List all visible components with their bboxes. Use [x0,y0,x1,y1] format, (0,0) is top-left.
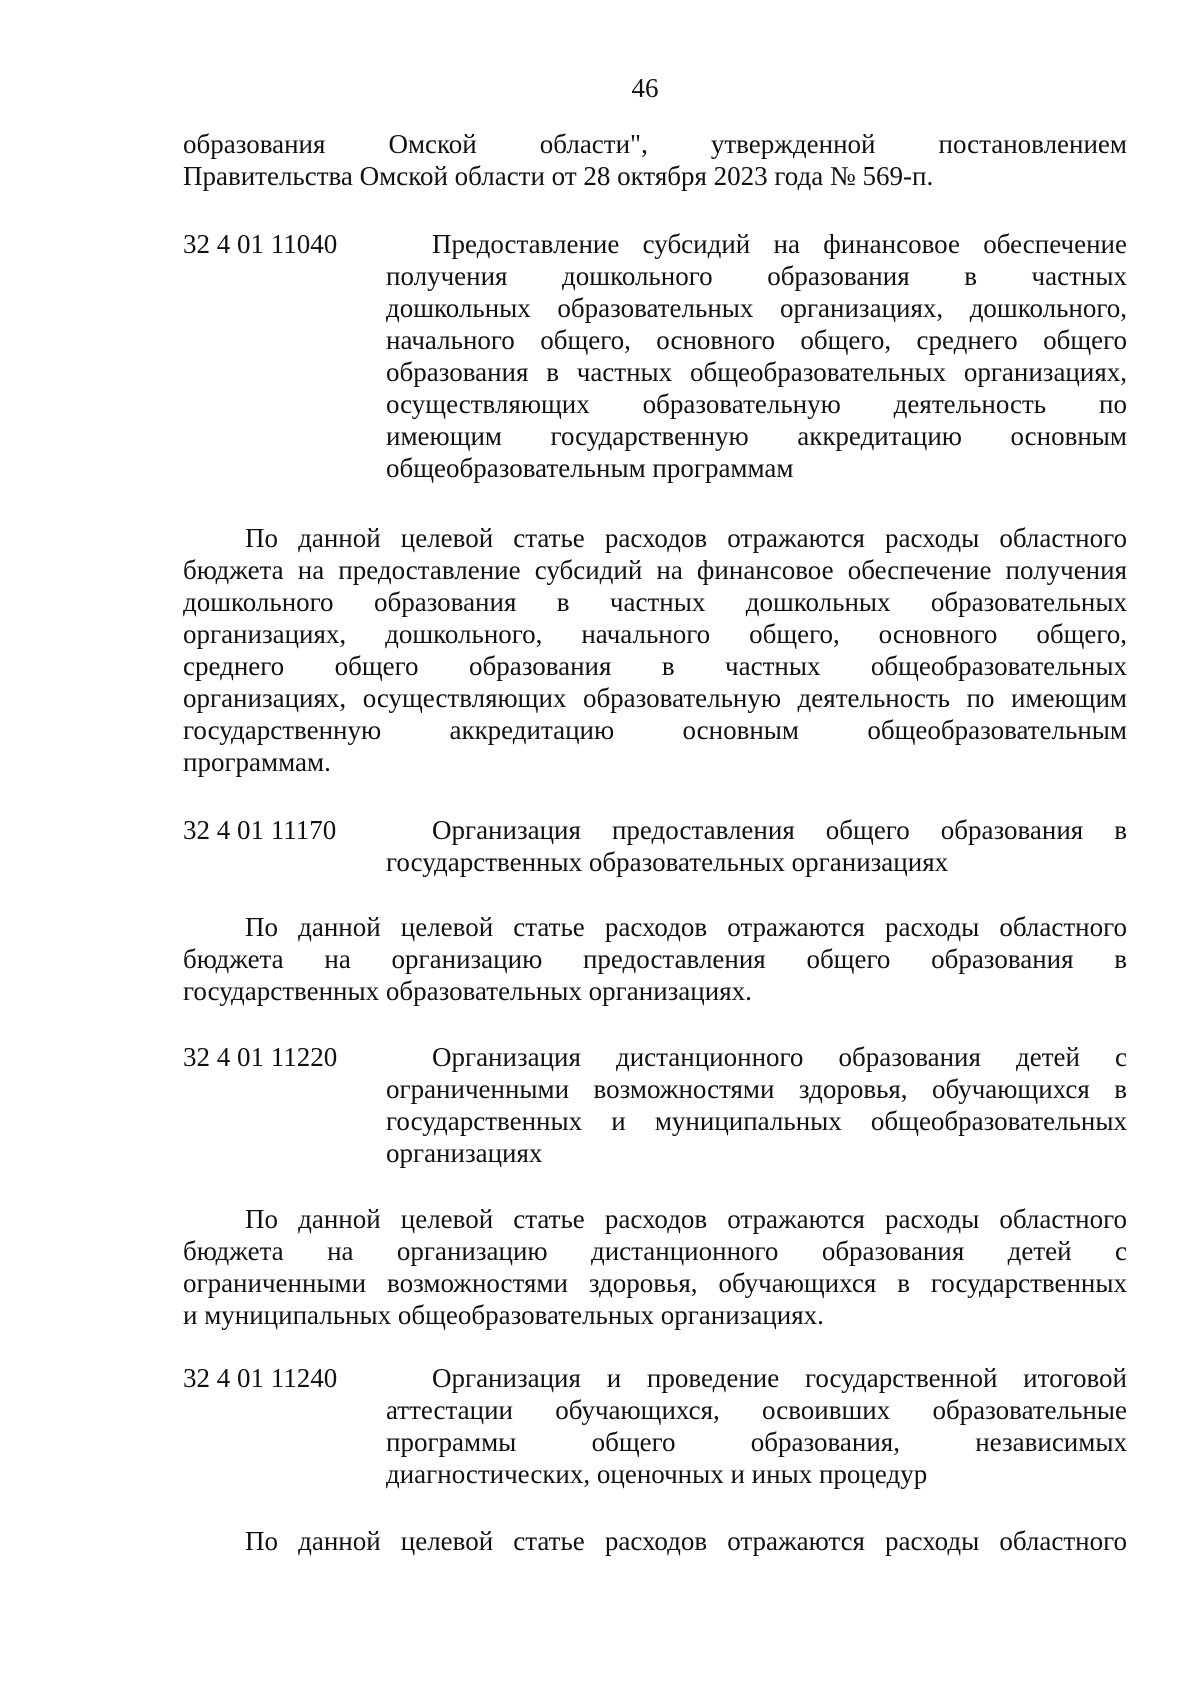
description-line: среднего общего образования в частных общеобразовательных [183,651,1127,681]
title-line: Организация дистанционного образования детей с [432,1042,1127,1072]
title-line: Организация предоставления общего образования в [432,815,1127,845]
title-line: государственных и муниципальных общеобразовательных [386,1106,1127,1136]
description-line: По данной целевой статье расходов отражаются расходы областного [245,1526,1127,1556]
description-line: организациях, дошкольного, начального общего, основного общего, [183,619,1127,649]
description-line: программам. [183,747,331,777]
title-line: общеобразовательным программам [386,453,794,483]
section-11220-description [183,1203,1127,1331]
section-title [386,228,1127,484]
description-line: По данной целевой статье расходов отражаются расходы областного [245,912,1127,942]
description-line: государственную аккредитацию основным общеобразовательным [183,715,1127,745]
intro-line: Правительства Омской области от 28 октября 2023 года № 569-п. [183,161,934,191]
description-line: бюджета на организацию дистанционного образования детей с [183,1236,1127,1266]
section-code: 32 4 01 11240 [183,1363,338,1393]
section-title [386,1362,1127,1490]
section-11040-description [183,522,1127,778]
section-title [386,814,1127,878]
title-line: ограниченными возможностями здоровья, обучающихся в [386,1074,1127,1104]
description-line: организациях, осуществляющих образовательную деятельность по имеющим [183,683,1127,713]
page-number: 46 [631,73,659,103]
description-line: дошкольного образования в частных дошкольных образовательных [183,587,1127,617]
title-line: программы общего образования, независимых [386,1427,1127,1457]
title-line: начального общего, основного общего, среднего общего [386,325,1127,355]
intro-paragraph [183,128,1127,192]
title-line: Организация и проведение государственной итоговой [432,1363,1127,1393]
title-line: организациях [386,1138,543,1168]
intro-line: образования Омской области", утвержденной постановлением [183,129,1127,159]
description-line: По данной целевой статье расходов отражаются расходы областного [245,523,1127,553]
description-line: и муниципальных общеобразовательных организациях. [183,1300,824,1330]
description-line: По данной целевой статье расходов отражаются расходы областного [245,1204,1127,1234]
section-code: 32 4 01 11220 [183,1042,338,1072]
section-title [386,1041,1127,1169]
section-code: 32 4 01 11170 [183,815,337,845]
title-line: Предоставление субсидий на финансовое обеспечение [432,229,1127,259]
section-11240-description [183,1525,1127,1557]
description-line: бюджета на организацию предоставления общего образования в [183,944,1127,974]
title-line: осуществляющих образовательную деятельность по [386,389,1127,419]
title-line: образования в частных общеобразовательных организациях, [386,357,1127,387]
title-line: аттестации обучающихся, освоивших образовательные [386,1395,1127,1425]
title-line: имеющим государственную аккредитацию основным [386,421,1127,451]
description-line: бюджета на предоставление субсидий на финансовое обеспечение получения [183,555,1127,585]
title-line: диагностических, оценочных и иных процедур [386,1459,928,1489]
title-line: государственных образовательных организациях [386,847,949,877]
section-code: 32 4 01 11040 [183,229,338,259]
title-line: получения дошкольного образования в частных [386,261,1127,291]
description-line: ограниченными возможностями здоровья, обучающихся в государственных [183,1268,1127,1298]
section-11170-description [183,911,1127,1007]
title-line: дошкольных образовательных организациях, дошкольного, [386,293,1127,323]
description-line: государственных образовательных организациях. [183,976,752,1006]
